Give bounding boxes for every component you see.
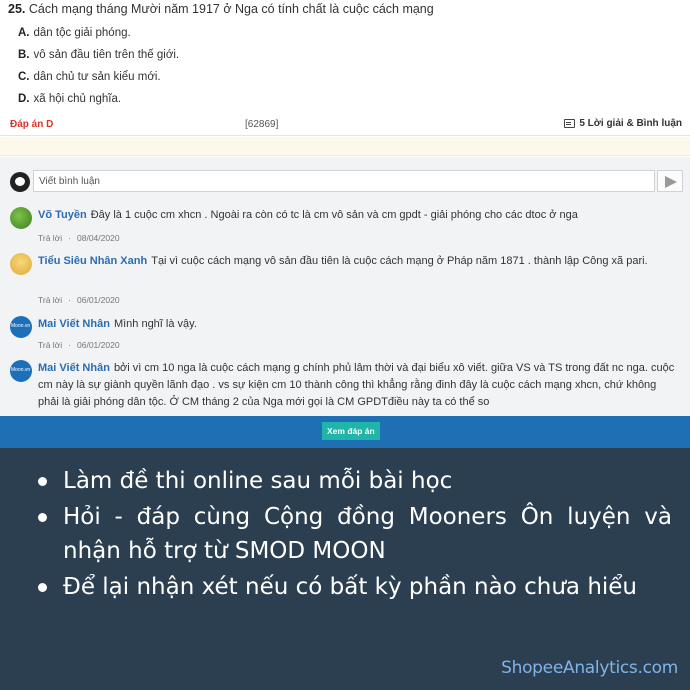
comment-list-icon [564, 119, 575, 128]
list-item: Hỏi - đáp cùng Cộng đồng Mooners Ôn luyện và nhận hỗ trợ từ SMOD MOON [36, 500, 672, 568]
feature-panel [0, 448, 690, 690]
option-b-letter: B. [18, 49, 30, 61]
highlight-strip [0, 137, 690, 156]
comment-author[interactable]: Tiểu Siêu Nhân Xanh [38, 255, 148, 267]
option-c-text: dân chủ tư sản kiểu mới. [33, 71, 161, 83]
comment-content: bởi vì cm 10 nga là cuộc cách mạng g chính phủ lâm thời và đại biểu xô viết. giữa VS và TS trong đất nc nga. cuộc cm này là sự giành quyền lãnh đạo . vs sự kiện cm 10 thành công thì khẳng rằng đinh đây là cuộc cách mạng xhcn, chứ không phải là giải phóng dân tộc. Ở CM tháng 2 của Nga mới gọi là CM GPDTđiều này ta có thể so [38, 362, 675, 408]
option-a-letter: A. [18, 27, 30, 39]
answer-bar [0, 114, 690, 136]
comments-section [0, 157, 690, 416]
reply-link[interactable]: Trả lời [38, 233, 63, 243]
comment-author[interactable]: Mai Viết Nhân [38, 362, 110, 374]
comment-content: Mình nghĩ là vậy. [113, 318, 197, 330]
comment-author[interactable]: Võ Tuyền [38, 209, 87, 221]
comment-date: 06/01/2020 [77, 340, 120, 350]
reply-link[interactable]: Trả lời [38, 295, 63, 305]
option-d[interactable] [18, 93, 121, 105]
option-a[interactable] [18, 27, 131, 39]
comment-meta [38, 295, 120, 305]
comment-date: 08/04/2020 [77, 233, 120, 243]
send-icon[interactable] [657, 170, 683, 192]
comment-content: Đây là 1 cuộc cm xhcn . Ngoài ra còn có tc là cm vô sản và cm gpdt - giải phóng cho các dtoc ở nga [90, 209, 578, 221]
question-id: [62869] [245, 119, 279, 130]
feature-list [36, 464, 672, 604]
comment-text [38, 207, 678, 224]
solutions-label: 5 Lời giải & Bình luận [579, 118, 682, 129]
reply-link[interactable]: Trả lời [38, 340, 63, 350]
meta-separator: · [68, 340, 71, 350]
question-text [8, 2, 434, 16]
avatar [10, 360, 32, 382]
comment-text [38, 316, 678, 333]
option-a-text: dân tộc giải phóng. [33, 27, 131, 39]
comment-text [38, 360, 678, 411]
avatar [10, 316, 32, 338]
option-c[interactable] [18, 71, 161, 83]
comment-author[interactable]: Mai Viết Nhân [38, 318, 110, 330]
comment-meta [38, 340, 120, 350]
list-item: Làm đề thi online sau mỗi bài học [36, 464, 672, 498]
watermark: ShopeeAnalytics.com [501, 658, 678, 678]
solutions-link[interactable] [564, 118, 682, 129]
comment-date: 06/01/2020 [77, 295, 120, 305]
option-d-text: xã hội chủ nghĩa. [33, 93, 122, 105]
comment-meta [38, 233, 120, 243]
question-stem: Cách mạng tháng Mười năm 1917 ở Nga có tính chất là cuộc cách mạng [28, 2, 434, 16]
view-answer-button[interactable]: Xem đáp án [322, 422, 380, 440]
avatar [10, 207, 32, 229]
list-item: Để lại nhận xét nếu có bất kỳ phần nào chưa hiểu [36, 570, 672, 604]
comment-text [38, 253, 678, 270]
option-b[interactable] [18, 49, 179, 61]
meta-separator: · [68, 233, 71, 243]
question-number: 25. [8, 2, 26, 16]
avatar [10, 253, 32, 275]
comment-input[interactable] [33, 170, 655, 192]
answer-label: Đáp án D [10, 119, 54, 130]
option-c-letter: C. [18, 71, 30, 83]
comment-content: Tại vì cuộc cách mạng vô sản đầu tiên là cuộc cách mạng ở Pháp năm 1871 . thành lập Công xã pari. [151, 255, 648, 267]
meta-separator: · [68, 295, 71, 305]
view-answer-bar [0, 416, 690, 448]
current-user-avatar [10, 172, 30, 192]
option-b-text: vô sản đầu tiên trên thế giới. [33, 49, 180, 61]
option-d-letter: D. [18, 93, 30, 105]
